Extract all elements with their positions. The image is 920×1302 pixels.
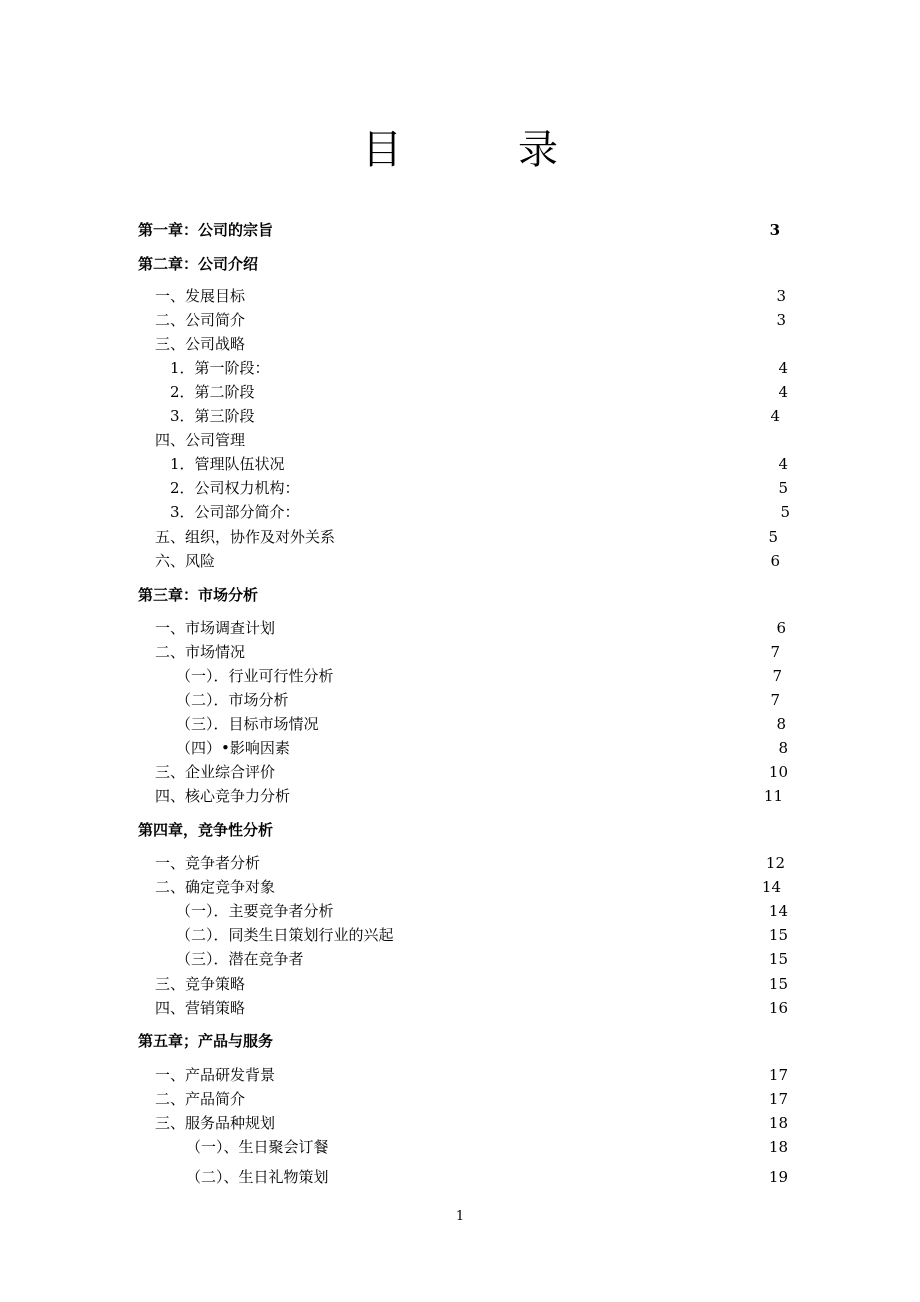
toc-page-number: 5 <box>768 528 778 546</box>
toc-chapter-title: 第一章：公司的宗旨 <box>138 221 274 239</box>
title-char-1: 目 <box>362 127 402 173</box>
toc-entry-title: 六、风险 <box>155 552 216 570</box>
toc-page-number: 18 <box>768 1138 788 1156</box>
toc-entry-title: （四）•影响因素 <box>176 739 290 757</box>
toc-page-number: 8 <box>776 715 786 733</box>
toc-entry-title: 二、确定竞争对象 <box>155 878 276 896</box>
toc-entry-title: 一、市场调查计划 <box>155 619 276 637</box>
toc-page-number: 14 <box>761 878 781 896</box>
toc-page-number: 3 <box>776 287 786 305</box>
toc-page-number: 17 <box>768 1090 788 1108</box>
toc-page-number: 17 <box>768 1066 788 1084</box>
toc-entry-title: 2．第二阶段 <box>170 383 255 401</box>
toc-entry-title: 二、公司简介 <box>155 311 246 329</box>
toc-page-number: 10 <box>768 763 788 781</box>
toc-chapter-title: 第五章；产品与服务 <box>138 1032 274 1050</box>
toc-title <box>0 124 920 180</box>
toc-page-number: 4 <box>778 455 788 473</box>
toc-entry-title: 二、产品简介 <box>155 1090 246 1108</box>
toc-page-number: 6 <box>776 619 786 637</box>
toc-page-number: 19 <box>768 1168 788 1186</box>
toc-page-number: 4 <box>778 383 788 401</box>
toc-chapter-title: 第二章：公司介绍 <box>138 255 259 273</box>
toc-entry-title: （一）．主要竞争者分析 <box>176 902 334 920</box>
toc-entry-title: 1．管理队伍状况 <box>170 455 285 473</box>
toc-entry-title: （一）．行业可行性分析 <box>176 667 334 685</box>
toc-entry-title: 三、竞争策略 <box>155 975 246 993</box>
toc-chapter-title: 第四章，竞争性分析 <box>138 821 274 839</box>
toc-page-number: 7 <box>770 691 780 709</box>
toc-page-number: 3 <box>769 221 780 239</box>
toc-entry-title: 三、企业综合评价 <box>155 763 276 781</box>
toc-page-number: 3 <box>776 311 786 329</box>
toc-page-number: 14 <box>768 902 788 920</box>
toc-entry-title: 一、发展目标 <box>155 287 246 305</box>
toc-entry-title: （三）．潜在竞争者 <box>176 950 304 968</box>
toc-page-number: 5 <box>778 479 788 497</box>
toc-entry-title: 三、公司战略 <box>155 335 246 353</box>
toc-entry-title: 1．第一阶段： <box>170 359 270 377</box>
toc-entry-title: 四、公司管理 <box>155 431 246 449</box>
toc-entry-title: 一、竞争者分析 <box>155 854 261 872</box>
toc-page-number: 11 <box>763 787 783 805</box>
toc-entry-title: 3．公司部分简介： <box>170 503 300 521</box>
toc-entry-title: （二）．市场分析 <box>176 691 289 709</box>
toc-entry-title: （二）．同类生日策划行业的兴起 <box>176 926 394 944</box>
toc-entry-title: 3．第三阶段 <box>170 407 255 425</box>
toc-page-number: 12 <box>765 854 785 872</box>
toc-page-number: 4 <box>778 359 788 377</box>
toc-page-number: 15 <box>768 975 788 993</box>
toc-entry-title: 三、服务品种规划 <box>155 1114 276 1132</box>
toc-chapter-title: 第三章：市场分析 <box>138 586 259 604</box>
title-char-2: 录 <box>518 127 558 173</box>
toc-entry-title: （二）、生日礼物策划 <box>186 1168 329 1186</box>
toc-entry-title: 2．公司权力机构： <box>170 479 300 497</box>
toc-entry-title: 四、核心竞争力分析 <box>155 787 291 805</box>
toc-page-number: 15 <box>768 926 788 944</box>
toc-page-number: 5 <box>780 503 790 521</box>
toc-page-number: 7 <box>772 667 782 685</box>
toc-page-number: 7 <box>770 643 780 661</box>
toc-entry-title: 五、组织，协作及对外关系 <box>155 528 336 546</box>
toc-entry-title: 二、市场情况 <box>155 643 246 661</box>
toc-entry-title: 一、产品研发背景 <box>155 1066 276 1084</box>
toc-entry-title: （三）．目标市场情况 <box>176 715 319 733</box>
toc-entry-title: （一）、生日聚会订餐 <box>186 1138 329 1156</box>
toc-page-number: 4 <box>770 407 780 425</box>
toc-page-number: 6 <box>770 552 780 570</box>
toc-page-number: 8 <box>778 739 788 757</box>
toc-page-number: 18 <box>768 1114 788 1132</box>
toc-entry-title: 四、营销策略 <box>155 999 246 1017</box>
toc-page-number: 16 <box>768 999 788 1017</box>
toc-page-number: 15 <box>768 950 788 968</box>
page-number: 1 <box>455 1209 465 1224</box>
